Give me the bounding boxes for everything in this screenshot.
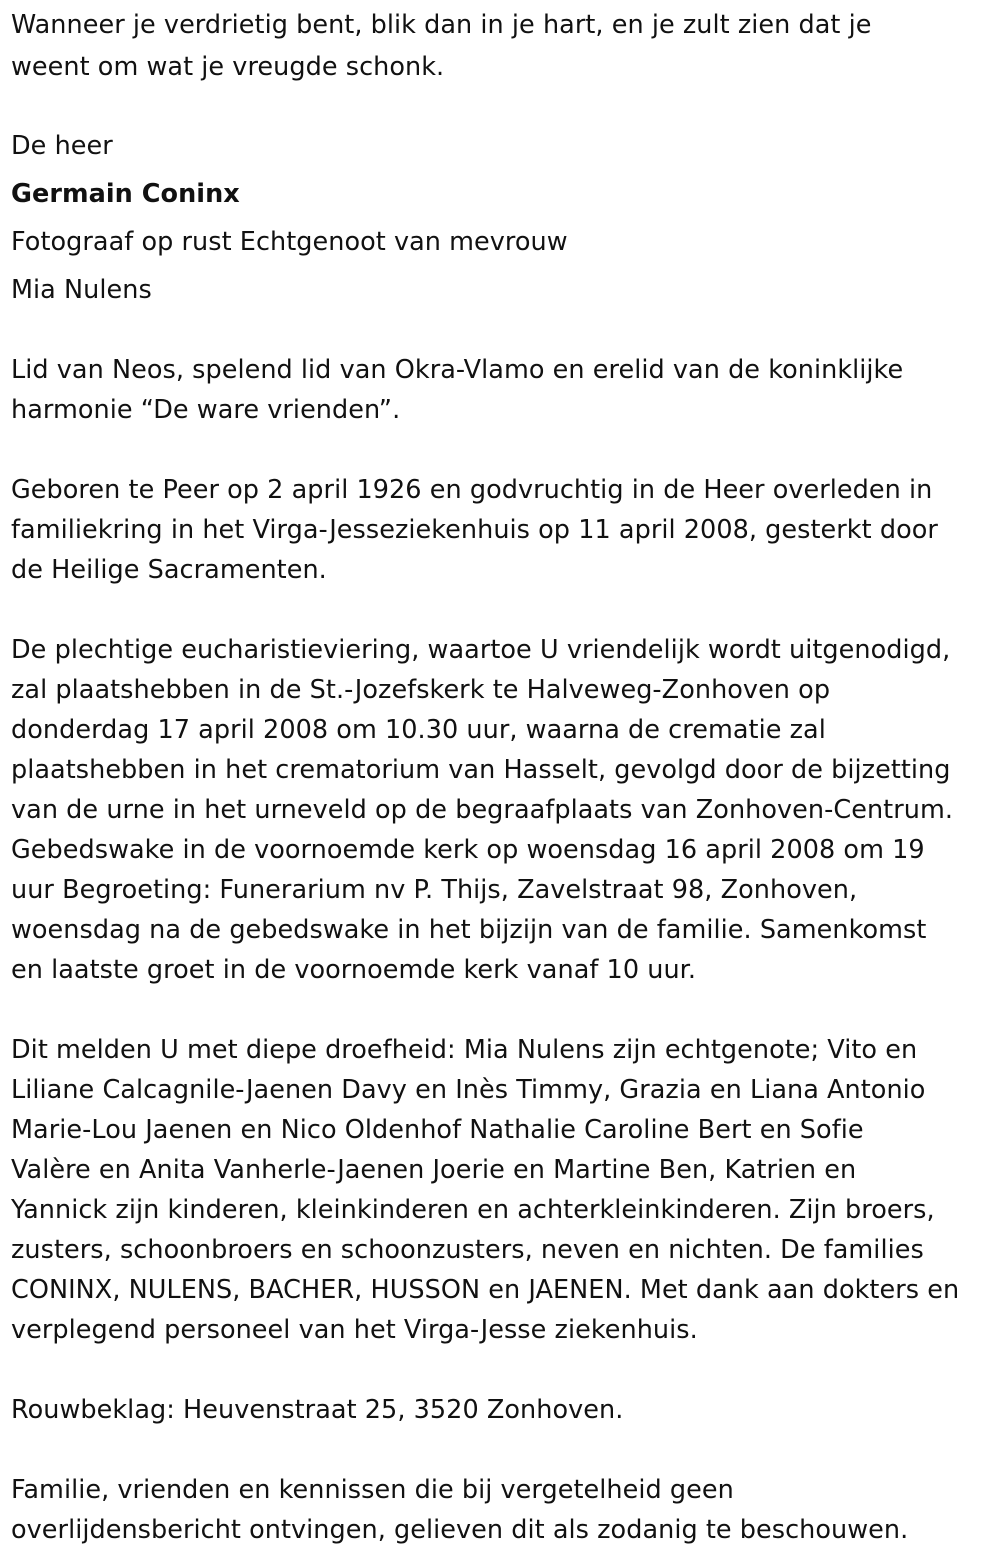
family-line: Yannick zijn kinderen, kleinkinderen en achterkleinkinderen. Zijn broers, [11, 1195, 935, 1225]
family-line: Liliane Calcagnile-Jaenen Davy en Inès Timmy, Grazia en Liana Antonio [11, 1075, 926, 1105]
epigraph-line: Wanneer je verdrietig bent, blik dan in je hart, en je zult zien dat je [11, 10, 872, 40]
birth-death-line: de Heilige Sacramenten. [11, 555, 327, 585]
family-line: verplegend personeel van het Virga-Jesse ziekenhuis. [11, 1315, 698, 1345]
ceremony-line: De plechtige eucharistieviering, waartoe U vriendelijk wordt uitgenodigd, [11, 635, 951, 665]
closing-line: Familie, vrienden en kennissen die bij vergetelheid geen [11, 1475, 734, 1505]
spouse-name: Mia Nulens [11, 275, 152, 305]
closing-line: overlijdensbericht ontvingen, gelieven dit als zodanig te beschouwen. [11, 1515, 909, 1545]
family-line: CONINX, NULENS, BACHER, HUSSON en JAENEN. Met dank aan dokters en [11, 1275, 960, 1305]
membership-line: Lid van Neos, spelend lid van Okra-Vlamo en erelid van de koninklijke [11, 355, 904, 385]
family-line: Valère en Anita Vanherle-Jaenen Joerie en Martine Ben, Katrien en [11, 1155, 857, 1185]
ceremony-line: zal plaatshebben in de St.-Jozefskerk te Halveweg-Zonhoven op [11, 675, 831, 705]
ceremony-line: en laatste groet in de voornoemde kerk vanaf 10 uur. [11, 955, 697, 985]
ceremony-line: Gebedswake in de voornoemde kerk op woensdag 16 april 2008 om 19 [11, 835, 925, 865]
ceremony-line: woensdag na de gebedswake in het bijzijn van de familie. Samenkomst [11, 915, 927, 945]
ceremony-line: uur Begroeting: Funerarium nv P. Thijs, Zavelstraat 98, Zonhoven, [11, 875, 858, 905]
birth-death-line: familiekring in het Virga-Jesseziekenhuis op 11 april 2008, gesterkt door [11, 515, 938, 545]
family-line: zusters, schoonbroers en schoonzusters, neven en nichten. De families [11, 1235, 924, 1265]
epigraph-line: weent om wat je vreugde schonk. [11, 52, 445, 82]
deceased-name: Germain Coninx [11, 179, 240, 209]
salutation: De heer [11, 131, 113, 161]
occupation: Fotograaf op rust Echtgenoot van mevrouw [11, 227, 568, 257]
family-line: Dit melden U met diepe droefheid: Mia Nulens zijn echtgenote; Vito en [11, 1035, 918, 1065]
condolence-address: Rouwbeklag: Heuvenstraat 25, 3520 Zonhoven. [11, 1395, 624, 1425]
ceremony-line: donderdag 17 april 2008 om 10.30 uur, waarna de crematie zal [11, 715, 826, 745]
ceremony-line: plaatshebben in het crematorium van Hasselt, gevolgd door de bijzetting [11, 755, 951, 785]
ceremony-line: van de urne in het urneveld op de begraafplaats van Zonhoven-Centrum. [11, 795, 954, 825]
family-line: Marie-Lou Jaenen en Nico Oldenhof Nathalie Caroline Bert en Sofie [11, 1115, 864, 1145]
membership-line: harmonie “De ware vrienden”. [11, 395, 401, 425]
birth-death-line: Geboren te Peer op 2 april 1926 en godvruchtig in de Heer overleden in [11, 475, 933, 505]
